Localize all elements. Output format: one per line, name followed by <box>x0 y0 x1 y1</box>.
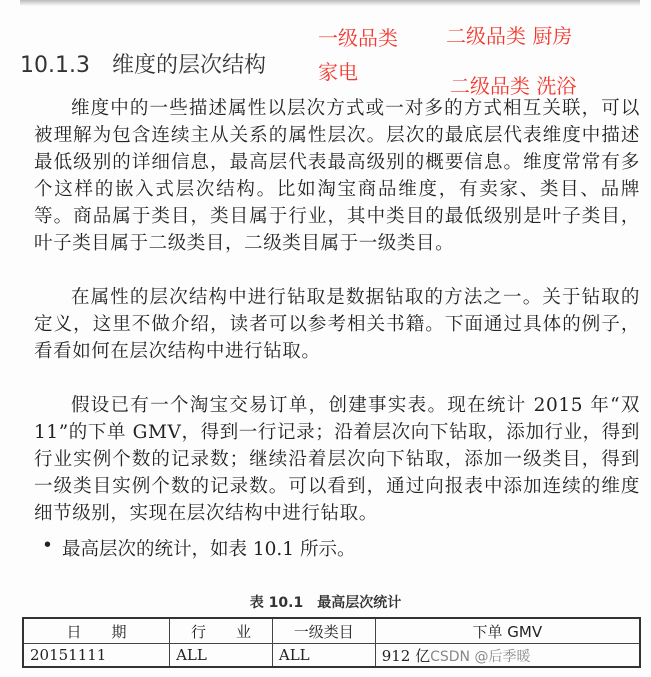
table-header-row <box>23 618 640 644</box>
header-cell: 日 期 <box>23 618 170 644</box>
header-cell: 下单 GMV <box>375 618 640 644</box>
paragraph: 在属性的层次结构中进行钻取是数据钻取的方法之一。关于钻取的定义，这里不做介绍，读者可以参考相关书籍。下面通过具体的例子，看看如何在层次结构中进行钻取。 <box>34 287 640 362</box>
cell: 20151111 <box>23 644 170 668</box>
gmv-value: 912 亿 <box>381 646 431 665</box>
annotation: 二级品类 洗浴 <box>450 74 577 98</box>
paragraph: 假设已有一个淘宝交易订单，创建事实表。现在统计 2015 年“双 11”的下单 GMV，得到一行记录；沿着层次向下钻取，添加行业，得到行业实例个数的记录数；继续沿着层次向下钻取，添加一级类目，得到一级类目实例个数的记录数。可以看到，通过向报表中添加连续的维度细节级别，实现在层次结构中进行钻取。 <box>34 395 640 524</box>
table-row <box>23 644 640 668</box>
cell <box>375 644 640 668</box>
section-title: 维度的层次结构 <box>111 53 266 78</box>
annotation: 家电 <box>318 60 358 84</box>
cell: ALL <box>170 644 273 668</box>
cell: ALL <box>272 644 375 668</box>
header-cell: 一级类目 <box>272 618 375 644</box>
section-heading <box>20 48 288 79</box>
header-cell: 行 业 <box>170 618 273 644</box>
section-number: 10.1.3 <box>20 53 90 78</box>
watermark: CSDN @后季暖 <box>430 648 531 665</box>
annotation: 一级品类 <box>318 26 398 50</box>
bullet-item: • 最高层次的统计，如表 10.1 所示。 <box>62 535 355 561</box>
data-table <box>22 617 641 668</box>
annotation: 二级品类 厨房 <box>446 24 573 48</box>
cropped-previous-line <box>20 0 640 6</box>
table-caption: 表 10.1 最高层次统计 <box>249 595 402 611</box>
paragraph: 维度中的一些描述属性以层次方式或一对多的方式相互关联，可以被理解为包含连续主从关系的属性层次。层次的最底层代表维度中描述最低级别的详细信息，最高层代表最高级别的概要信息。维度常常有多个这样的嵌入式层次结构。比如淘宝商品维度，有卖家、类目、品牌等。商品属于类目，类目属于行业，其中类目的最低级别是叶子类目，叶子类目属于二级类目，二级类目属于一级类目。 <box>34 98 640 254</box>
